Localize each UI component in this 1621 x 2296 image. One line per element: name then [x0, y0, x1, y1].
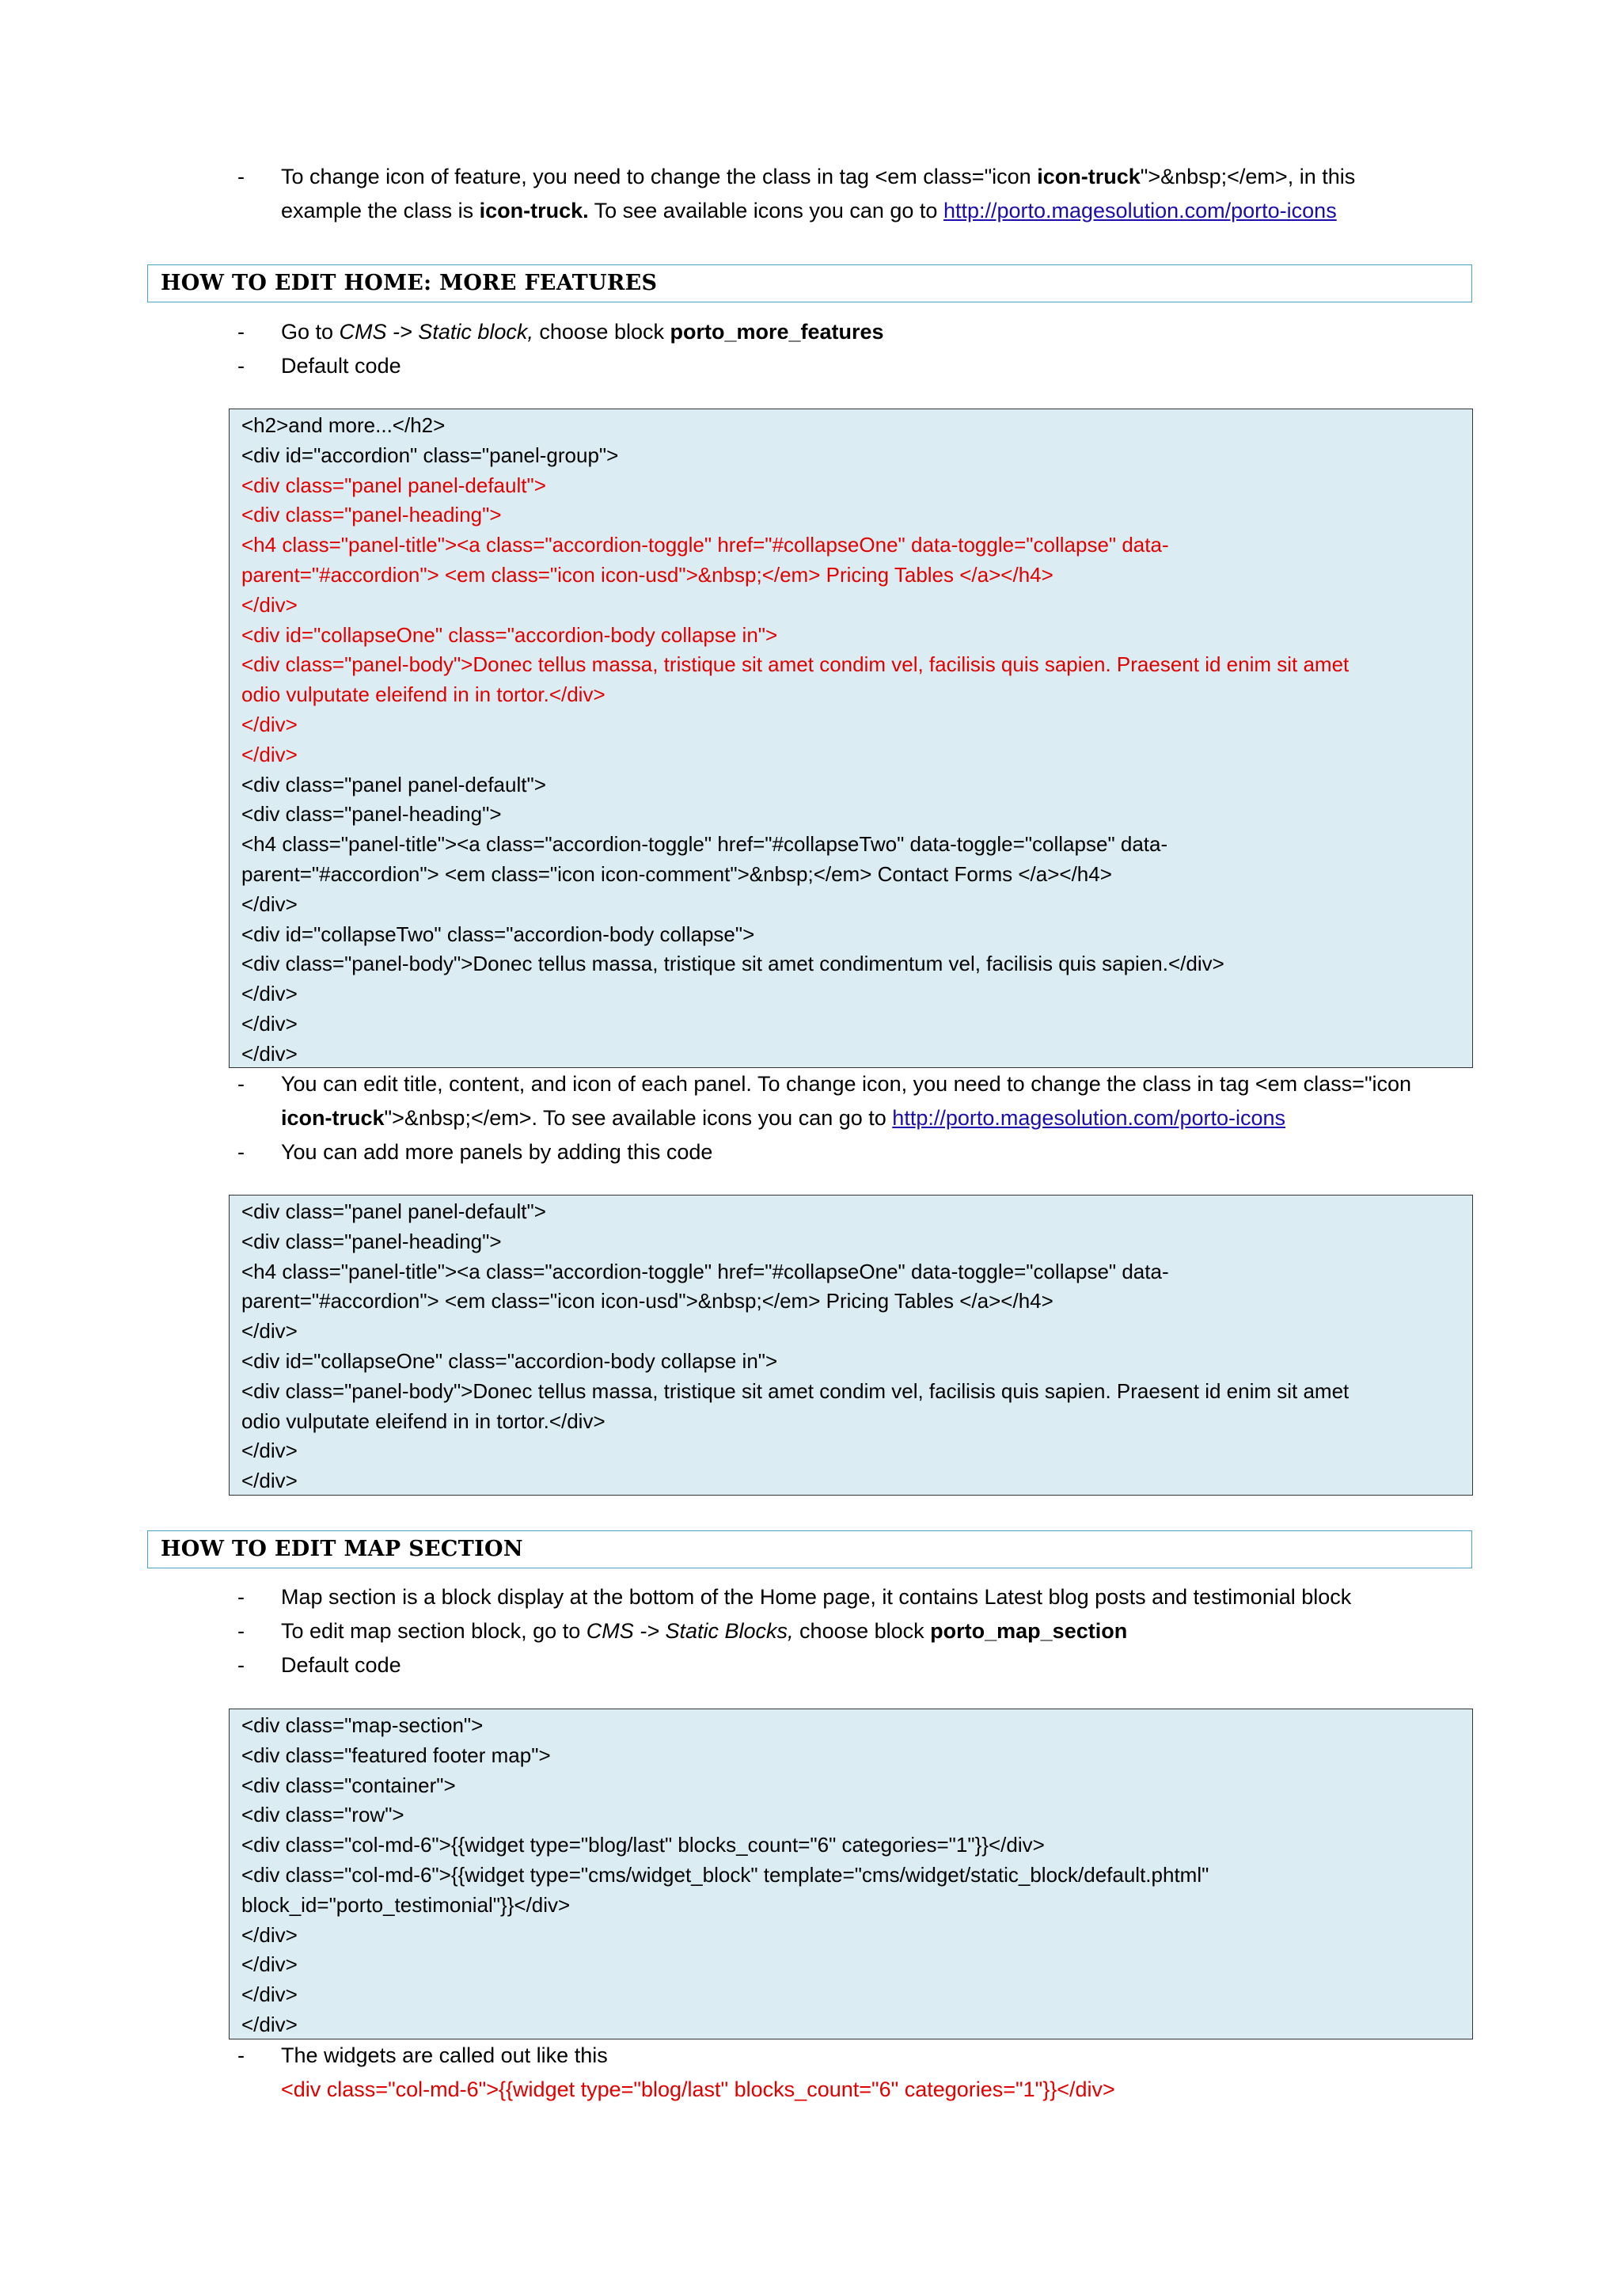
code-line: </div> [241, 712, 298, 736]
bullet-italic: CMS -> Static block, [339, 320, 533, 344]
code-line: <div class="container"> [241, 1773, 456, 1797]
bullet-text: Default code [281, 1653, 401, 1677]
code-block [229, 1709, 1473, 2039]
list-item [237, 315, 1472, 349]
bullet-dash: - [237, 354, 245, 378]
code-line: </div> [241, 1982, 298, 2007]
code-line: </div> [241, 1469, 298, 1493]
code-line: <div id="collapseTwo" class="accordion-body collapse"> [241, 922, 755, 946]
section-heading: HOW TO EDIT HOME: MORE FEATURES [147, 264, 1472, 302]
code-line: block_id="porto_testimonial"}}</div> [241, 1892, 571, 1917]
bullet-text: ">&nbsp;</em>. To see available icons you can go to [384, 1106, 893, 1130]
code-line: <div class="panel-heading"> [241, 1229, 502, 1253]
more-features-bullets [237, 315, 1472, 383]
code-line: parent="#accordion"> <em class="icon icon-usd">&nbsp;</em> Pricing Tables </a></h4> [241, 1289, 1053, 1313]
code-line: odio vulputate eleifend in in tortor.</div> [241, 1408, 606, 1433]
bullet-dash: - [237, 1585, 245, 1609]
section-heading: HOW TO EDIT MAP SECTION [147, 1530, 1472, 1568]
block-name: porto_more_features [670, 320, 884, 344]
bullet-text: The widgets are called out like this [281, 2043, 608, 2067]
code-line: </div> [241, 891, 298, 916]
intro-bullets [237, 160, 1472, 228]
code-line: <div class="map-section"> [241, 1713, 484, 1737]
code-line: <div class="col-md-6">{{widget type="blog/last" blocks_count="6" categories="1"}}</div> [241, 1833, 1045, 1857]
code-line: <div class="col-md-6">{{widget type="cms/widget_block" template="cms/widget/static_block/default.phtml" [241, 1862, 1209, 1887]
code-line: <div id="collapseOne" class="accordion-body collapse in"> [241, 1348, 778, 1373]
intro-bold: icon-truck. [479, 199, 589, 222]
code-line: <div class="panel-body">Donec tellus massa, tristique sit amet condim vel, facilisis quis sapien. Praesent id enim sit amet [241, 652, 1350, 677]
code-line: <div class="row"> [241, 1803, 404, 1827]
code-line: </div> [241, 982, 298, 1006]
list-item [237, 1067, 1472, 1135]
code-line: <div class="panel-heading"> [241, 503, 502, 527]
edit-bullets [237, 1067, 1472, 1169]
code-line: <h4 class="panel-title"><a class="accordion-toggle" href="#collapseTwo" data-toggle="collapse" data- [241, 832, 1168, 857]
code-line: <div class="panel-body">Donec tellus massa, tristique sit amet condim vel, facilisis quis sapien. Praesent id enim sit amet [241, 1378, 1350, 1403]
bullet-dash: - [237, 165, 245, 188]
code-line: odio vulputate eleifend in in tortor.</div> [241, 682, 606, 707]
bullet-bold: icon-truck [281, 1106, 385, 1130]
code-line: <div class="panel-heading"> [241, 802, 502, 827]
code-line: <div class="panel-body">Donec tellus massa, tristique sit amet condimentum vel, facilisis quis sapien.</div> [241, 952, 1224, 976]
intro-bold: icon-truck [1037, 165, 1141, 188]
code-line: </div> [241, 1319, 298, 1344]
bullet-text: You can edit title, content, and icon of each panel. To change icon, you need to change the class in tag <em class="icon [281, 1072, 1412, 1096]
code-line: </div> [241, 2012, 298, 2036]
code-line: </div> [241, 1439, 298, 1463]
code-line: parent="#accordion"> <em class="icon icon-usd">&nbsp;</em> Pricing Tables </a></h4> [241, 562, 1053, 587]
bullet-dash: - [237, 1653, 245, 1677]
code-block [229, 1195, 1473, 1496]
map-bullets [237, 1580, 1472, 1682]
bullet-text: Default code [281, 354, 401, 378]
porto-icons-link[interactable]: http://porto.magesolution.com/porto-icons [892, 1106, 1286, 1130]
bullet-dash: - [237, 320, 245, 344]
code-line: <h2>and more...</h2> [241, 413, 446, 437]
widget-bullets [237, 2039, 1472, 2107]
bullet-dash: - [237, 1140, 245, 1164]
code-line: <div id="collapseOne" class="accordion-body collapse in"> [241, 622, 778, 647]
code-line: <div class="featured footer map"> [241, 1743, 551, 1767]
bullet-text: Go to [281, 320, 340, 344]
list-item [237, 349, 1472, 383]
code-line: <h4 class="panel-title"><a class="accordion-toggle" href="#collapseOne" data-toggle="collapse" data- [241, 533, 1169, 557]
bullet-text: Map section is a block display at the bottom of the Home page, it contains Latest blog posts and testimonial block [281, 1585, 1352, 1609]
code-line: <div class="panel panel-default"> [241, 473, 546, 497]
intro-text: To change icon of feature, you need to change the class in tag <em class="icon [281, 165, 1038, 188]
code-block [229, 409, 1473, 1068]
code-line: parent="#accordion"> <em class="icon icon-comment">&nbsp;</em> Contact Forms </a></h4> [241, 861, 1112, 886]
list-item [237, 1648, 1472, 1682]
code-line: <h4 class="panel-title"><a class="accordion-toggle" href="#collapseOne" data-toggle="collapse" data- [241, 1259, 1169, 1283]
list-item [237, 1614, 1472, 1648]
bullet-text: To edit map section block, go to [281, 1619, 587, 1643]
bullet-text: choose block [793, 1619, 931, 1643]
code-line: <div class="panel panel-default"> [241, 1199, 546, 1223]
bullet-text: You can add more panels by adding this code [281, 1140, 713, 1164]
code-line: <div id="accordion" class="panel-group"> [241, 443, 619, 467]
code-line: </div> [241, 1952, 298, 1977]
bullet-dash: - [237, 2043, 245, 2067]
code-line: </div> [241, 742, 298, 766]
code-line: </div> [241, 1011, 298, 1036]
intro-text: example the class is [281, 199, 480, 222]
list-item [237, 1135, 1472, 1169]
intro-text: To see available icons you can go to [588, 199, 943, 222]
bullet-dash: - [237, 1619, 245, 1643]
block-name: porto_map_section [930, 1619, 1128, 1643]
bullet-italic: CMS -> Static Blocks, [586, 1619, 794, 1643]
intro-text: ">&nbsp;</em>, in this [1140, 165, 1356, 188]
code-line: </div> [241, 592, 298, 617]
bullet-text: choose block [533, 320, 670, 344]
code-line: </div> [241, 1922, 298, 1947]
code-line: <div class="panel panel-default"> [241, 772, 546, 796]
code-line: </div> [241, 1041, 298, 1066]
list-item [237, 160, 1472, 228]
list-item [237, 2039, 1472, 2107]
list-item [237, 1580, 1472, 1614]
porto-icons-link[interactable]: http://porto.magesolution.com/porto-icons [943, 199, 1337, 222]
widget-code-example: <div class="col-md-6">{{widget type="blog/last" blocks_count="6" categories="1"}}</div> [281, 2077, 1115, 2101]
bullet-dash: - [237, 1072, 245, 1096]
